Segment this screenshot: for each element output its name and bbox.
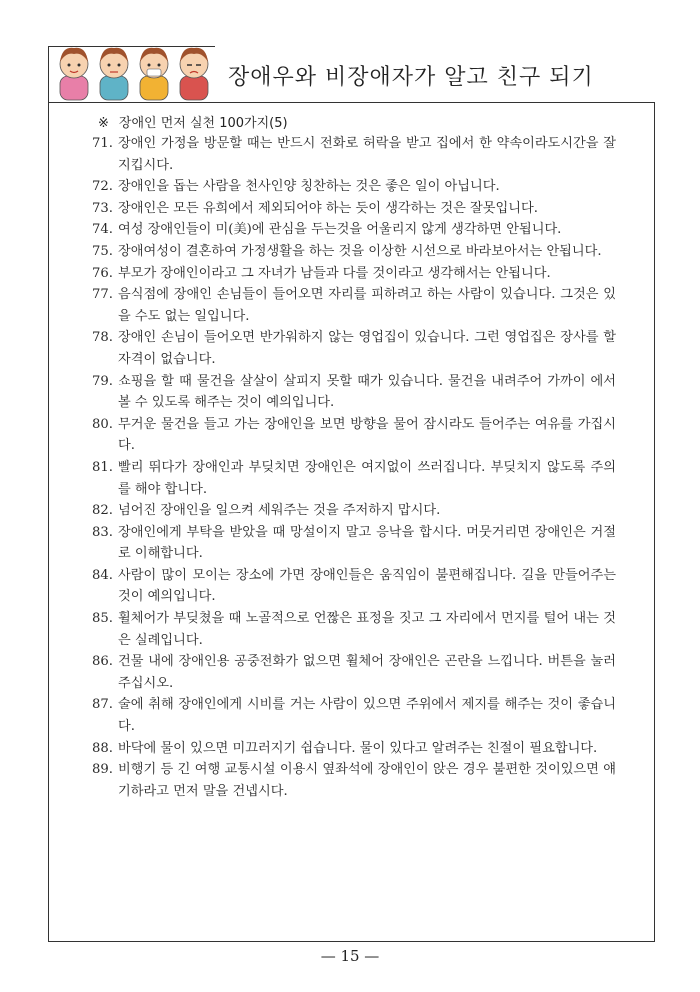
item-number: 89. [92,762,113,778]
list-item [92,522,616,565]
list-item [92,133,616,176]
item-text: 장애인 손님이 들어오면 반가워하지 않는 영업집이 있습니다. 그런 영업집은 장사를 할 자격이 없습니다. [118,330,616,367]
list-item [92,759,616,802]
item-text: 여성 장애인들이 미(美)에 관심을 두는것을 어울리지 않게 생각하면 안됩니다. [118,222,562,238]
list-item [92,327,616,370]
item-number: 86. [92,654,113,670]
item-text: 넘어진 장애인을 일으켜 세워주는 것을 주저하지 맙시다. [118,503,441,519]
item-text: 사람이 많이 모이는 장소에 가면 장애인들은 움직임이 불편해집니다. 길을 만들어주는 것이 예의입니다. [118,567,616,605]
child-2-icon [100,48,128,100]
item-text: 비행기 등 긴 여행 교통시설 이용시 옆좌석에 장애인이 앉은 경우 불편한 것이있으면 얘기하라고 먼저 말을 건넵시다. [118,762,616,799]
page-number: — 15 — [320,947,380,965]
item-text: 무거운 물건을 들고 가는 장애인을 보면 방향을 물어 잠시라도 들어주는 여유를 가집시다. [118,416,616,454]
item-number: 84. [92,567,113,583]
list-item [92,371,616,414]
item-number: 85. [92,611,113,627]
section-heading [98,112,288,131]
list-item [92,565,616,608]
item-text: 빨리 뛰다가 장애인과 부딪치면 장애인은 여지없이 쓰러집니다. 부딪치지 않도록 주의를 해야 합니다. [118,459,616,497]
item-text: 음식점에 장애인 손님들이 들어오면 자리를 피하려고 하는 사람이 있습니다. 그것은 있을 수도 없는 일입니다. [118,287,616,324]
item-number: 87. [92,697,113,713]
item-number: 71. [92,136,113,151]
item-text: 쇼핑을 할 때 물건을 살살이 살피지 못할 때가 있습니다. 물건을 내려주어 가까이 에서 볼 수 있도록 해주는 것이 예의입니다. [118,373,616,411]
item-text: 건물 내에 장애인용 공중전화가 없으면 휠체어 장애인은 곤란을 느낍니다. 버튼을 눌러주십시오. [118,654,616,691]
item-number: 78. [92,330,113,346]
list-item [92,651,616,694]
item-number: 83. [92,524,113,540]
item-number: 77. [92,287,113,303]
list-item [92,198,616,220]
list-item [92,457,616,500]
child-3-icon [140,48,168,100]
item-number: 73. [92,200,113,216]
item-text: 부모가 장애인이라고 그 자녀가 남들과 다를 것이라고 생각해서는 안됩니다. [118,265,551,281]
list-item [92,414,616,457]
item-number: 76. [92,265,113,281]
item-number: 81. [92,459,113,475]
list-item [92,284,616,327]
list-item [92,263,616,285]
item-number: 82. [92,503,113,519]
item-number: 80. [92,416,113,432]
item-text: 장애인 가정을 방문할 때는 반드시 전화로 허락을 받고 집에서 한 약속이라도시간을 잘 지킵시다. [118,136,616,173]
item-number: 72. [92,179,113,195]
list-item [92,241,616,263]
header-divider [48,102,655,103]
list-item [92,608,616,651]
item-text: 장애인을 돕는 사람을 천사인양 칭찬하는 것은 좋은 일이 아닙니다. [118,179,500,195]
item-number: 74. [92,222,113,238]
list-item [92,176,616,198]
list-item [92,738,616,760]
item-number: 79. [92,373,113,389]
item-text: 장애인에게 부탁을 받았을 때 망설이지 말고 응낙을 합시다. 머뭇거리면 장애인은 거절로 이해합니다. [118,524,616,562]
item-text: 장애여성이 결혼하여 가정생활을 하는 것을 이상한 시선으로 바라보아서는 안됩니다. [118,243,602,259]
practice-list [92,133,616,802]
item-text: 휠체어가 부딪쳤을 때 노골적으로 언짢은 표정을 짓고 그 자리에서 먼지를 털어 내는 것은 실례입니다. [118,611,616,648]
list-item [92,694,616,737]
item-number: 75. [92,243,113,259]
list-item [92,219,616,241]
children-illustration [52,40,220,102]
page-title: 장애우와 비장애자가 알고 친구 되기 [228,65,594,90]
note-mark: ※ [98,116,109,131]
item-number: 88. [92,740,113,756]
child-1-icon [60,48,88,100]
item-text: 바닥에 물이 있으면 미끄러지기 쉽습니다. 물이 있다고 알려주는 친절이 필요합니다. [118,740,598,756]
item-text: 술에 취해 장애인에게 시비를 거는 사람이 있으면 주위에서 제지를 해주는 것이 좋습니다. [118,697,616,735]
item-text: 장애인은 모든 유희에서 제외되어야 하는 듯이 생각하는 것은 잘못입니다. [118,200,538,216]
child-4-icon [180,48,208,100]
section-heading-text: 장애인 먼저 실천 100가지(5) [118,116,288,131]
list-item [92,500,616,522]
